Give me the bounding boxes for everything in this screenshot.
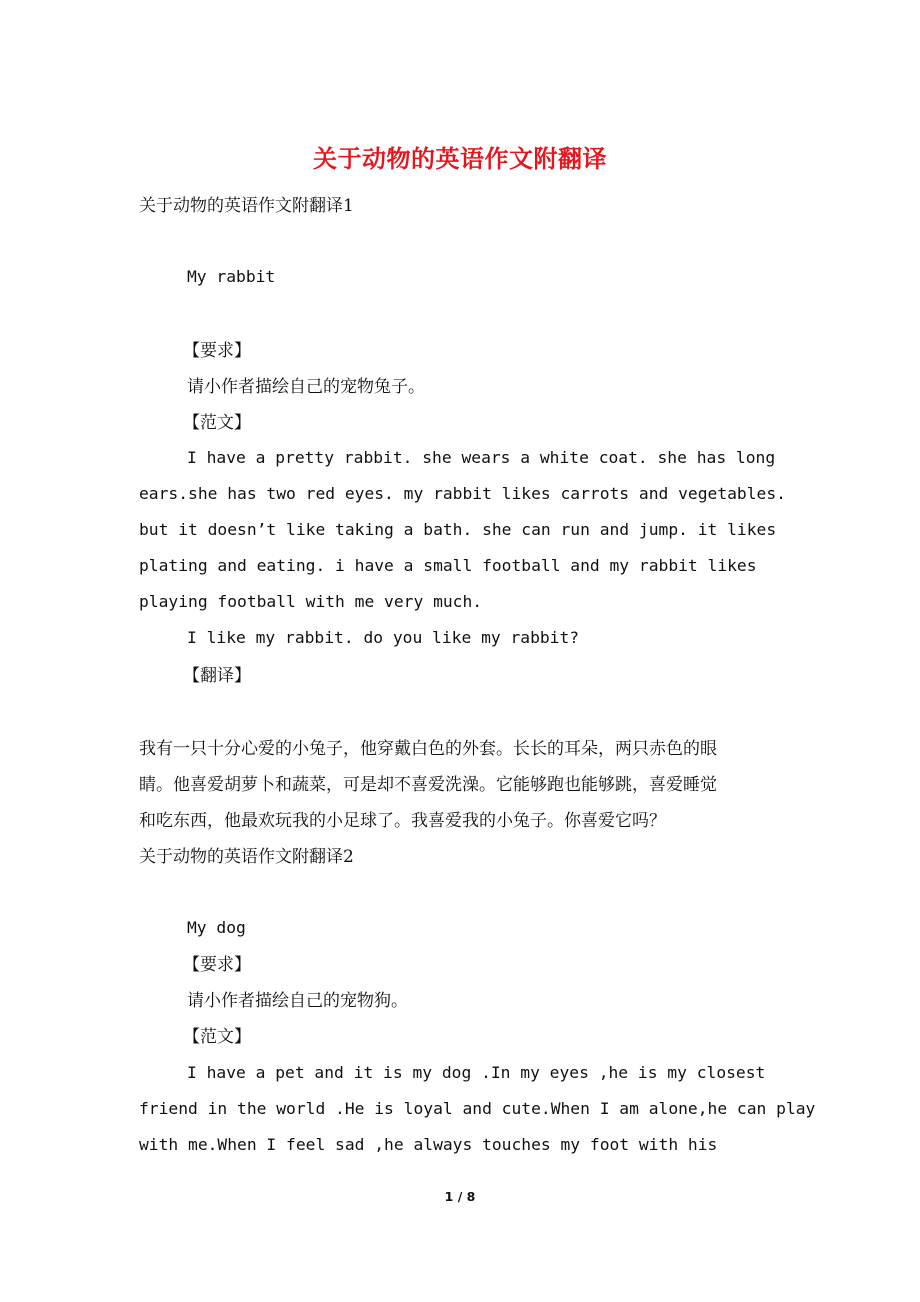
section-1-requirement-label: 【要求】 bbox=[183, 341, 251, 361]
section-2-requirement: 请小作者描绘自己的宠物狗。 bbox=[187, 991, 408, 1011]
section-2-requirement-label: 【要求】 bbox=[183, 955, 251, 975]
section-1-heading: 关于动物的英语作文附翻译1 bbox=[139, 196, 354, 216]
section-1-sample-line: I have a pretty rabbit. she wears a white coat. she has long bbox=[187, 448, 776, 467]
section-1-requirement: 请小作者描绘自己的宠物兔子。 bbox=[187, 377, 425, 397]
section-1-sample-line: plating and eating. i have a small football and my rabbit likes bbox=[139, 556, 757, 575]
document-title: 关于动物的英语作文附翻译 bbox=[313, 144, 607, 173]
section-1-translation-label: 【翻译】 bbox=[183, 666, 251, 686]
section-2-sample-line: I have a pet and it is my dog .In my eyes ,he is my closest bbox=[187, 1063, 766, 1082]
section-1-translation-line: 我有一只十分心爱的小兔子，他穿戴白色的外套。长长的耳朵，两只赤色的眼 bbox=[139, 739, 717, 759]
section-1-sample-line: ears.she has two red eyes. my rabbit likes carrots and vegetables. bbox=[139, 484, 786, 503]
section-2-sample-label: 【范文】 bbox=[183, 1027, 251, 1047]
section-1-sample-label: 【范文】 bbox=[183, 413, 251, 433]
section-1-subject: My rabbit bbox=[187, 267, 276, 286]
section-1-translation-line: 和吃东西，他最欢玩我的小足球了。我喜爱我的小兔子。你喜爱它吗？ bbox=[139, 811, 666, 831]
section-2-sample-line: with me.When I feel sad ,he always touches my foot with his bbox=[139, 1135, 718, 1154]
section-2-subject: My dog bbox=[187, 918, 246, 937]
page-indicator: 1 / 8 bbox=[444, 1189, 476, 1204]
section-1-sample-closing: I like my rabbit. do you like my rabbit? bbox=[187, 628, 580, 647]
section-1-translation-line: 睛。他喜爱胡萝卜和蔬菜，可是却不喜爱洗澡。它能够跑也能够跳，喜爱睡觉 bbox=[139, 775, 717, 795]
section-1-sample-line: but it doesn’t like taking a bath. she can run and jump. it likes bbox=[139, 520, 777, 539]
section-2-sample-line: friend in the world .He is loyal and cute.When I am alone,he can play bbox=[139, 1099, 816, 1118]
section-1-sample-line: playing football with me very much. bbox=[139, 592, 483, 611]
section-2-heading: 关于动物的英语作文附翻译2 bbox=[139, 847, 354, 867]
